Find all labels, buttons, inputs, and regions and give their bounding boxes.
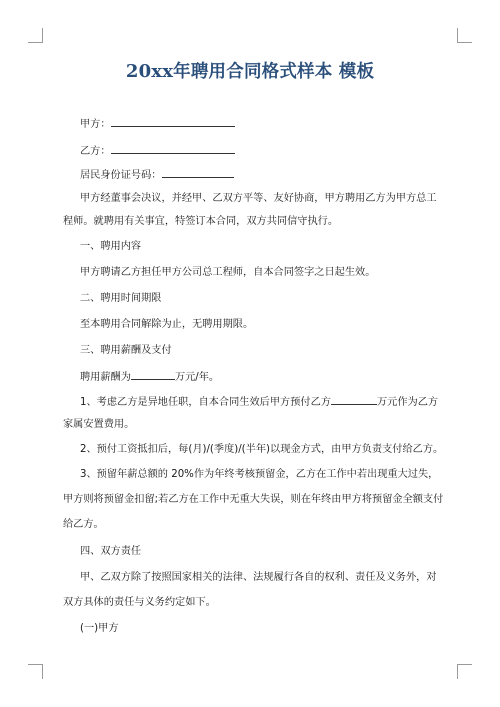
id-number-field[interactable] [80,167,234,183]
id-number-label: 居民身份证号码： [80,170,162,181]
section-4-heading: 四、双方责任 [80,546,142,557]
section-2-heading: 二、聘用时间期限 [80,293,162,304]
page-corner-mark-top-left [28,28,43,43]
section-3-heading: 三、聘用薪酬及支付 [80,345,172,356]
id-number-blank[interactable] [162,167,234,178]
item-3-line-3: 给乙方。 [63,519,104,530]
document-title [0,58,500,83]
salary-prefix: 聘用薪酬为 [80,372,131,383]
page-corner-mark-top-right [457,28,472,43]
item-1-line-1 [80,394,438,410]
item-1-prefix: 1、考虑乙方是异地任职，自本合同生效后甲方预付乙方 [80,397,331,408]
item-1-suffix: 万元作为乙方 [376,397,439,408]
section-2-body: 至本聘用合同解除为止，无聘用期限。 [80,319,254,330]
item-3-line-2: 甲方则将预留金扣留;若乙方在工作中无重大失误，则在年终由甲方将预留金全额支付 [63,494,444,505]
party-a-blank[interactable] [111,116,235,127]
section-4-line-1: 甲、乙双方除了按照国家相关的法律、法规履行各自的权利、责任及义务外，对 [80,572,437,583]
item-2-line-1: 2、预付工资抵扣后，每(月)/(季度)/(半年)以现金方式，由甲方负责支付给乙方。 [80,444,444,455]
title-number: 20xx [125,61,174,82]
salary-line [80,369,219,385]
party-b-field[interactable] [80,143,235,159]
party-b-label: 乙方： [80,146,111,157]
advance-payment-blank[interactable] [331,394,377,405]
page-corner-mark-bottom-left [28,664,43,679]
section-1-heading: 一、聘用内容 [80,241,142,252]
intro-line-2: 程师。就聘用有关事宜，特签订本合同，双方共同信守执行。 [63,216,339,227]
salary-blank[interactable] [131,369,175,380]
party-a-field[interactable] [80,116,235,132]
salary-suffix: 万元/年。 [174,372,220,383]
section-1-body: 甲方聘请乙方担任甲方公司总工程师，自本合同签字之日起生效。 [80,267,376,278]
section-4-line-2: 双方具体的责任与义务约定如下。 [63,597,216,608]
subsection-party-a-heading: (一)甲方 [80,623,119,634]
party-a-label: 甲方： [80,119,111,130]
item-3-line-1: 3、预留年薪总额的 20%作为年终考核预留金，乙方在工作中若出现重大过失， [80,469,439,480]
item-1-line-2: 家属安置费用。 [63,419,135,430]
party-b-blank[interactable] [111,143,235,154]
title-text: 年聘用合同格式样本 模板 [173,62,375,82]
page-corner-mark-bottom-right [457,664,472,679]
intro-line-1: 甲方经董事会决议，并经甲、乙双方平等、友好协商，甲方聘用乙方为甲方总工 [80,193,437,204]
